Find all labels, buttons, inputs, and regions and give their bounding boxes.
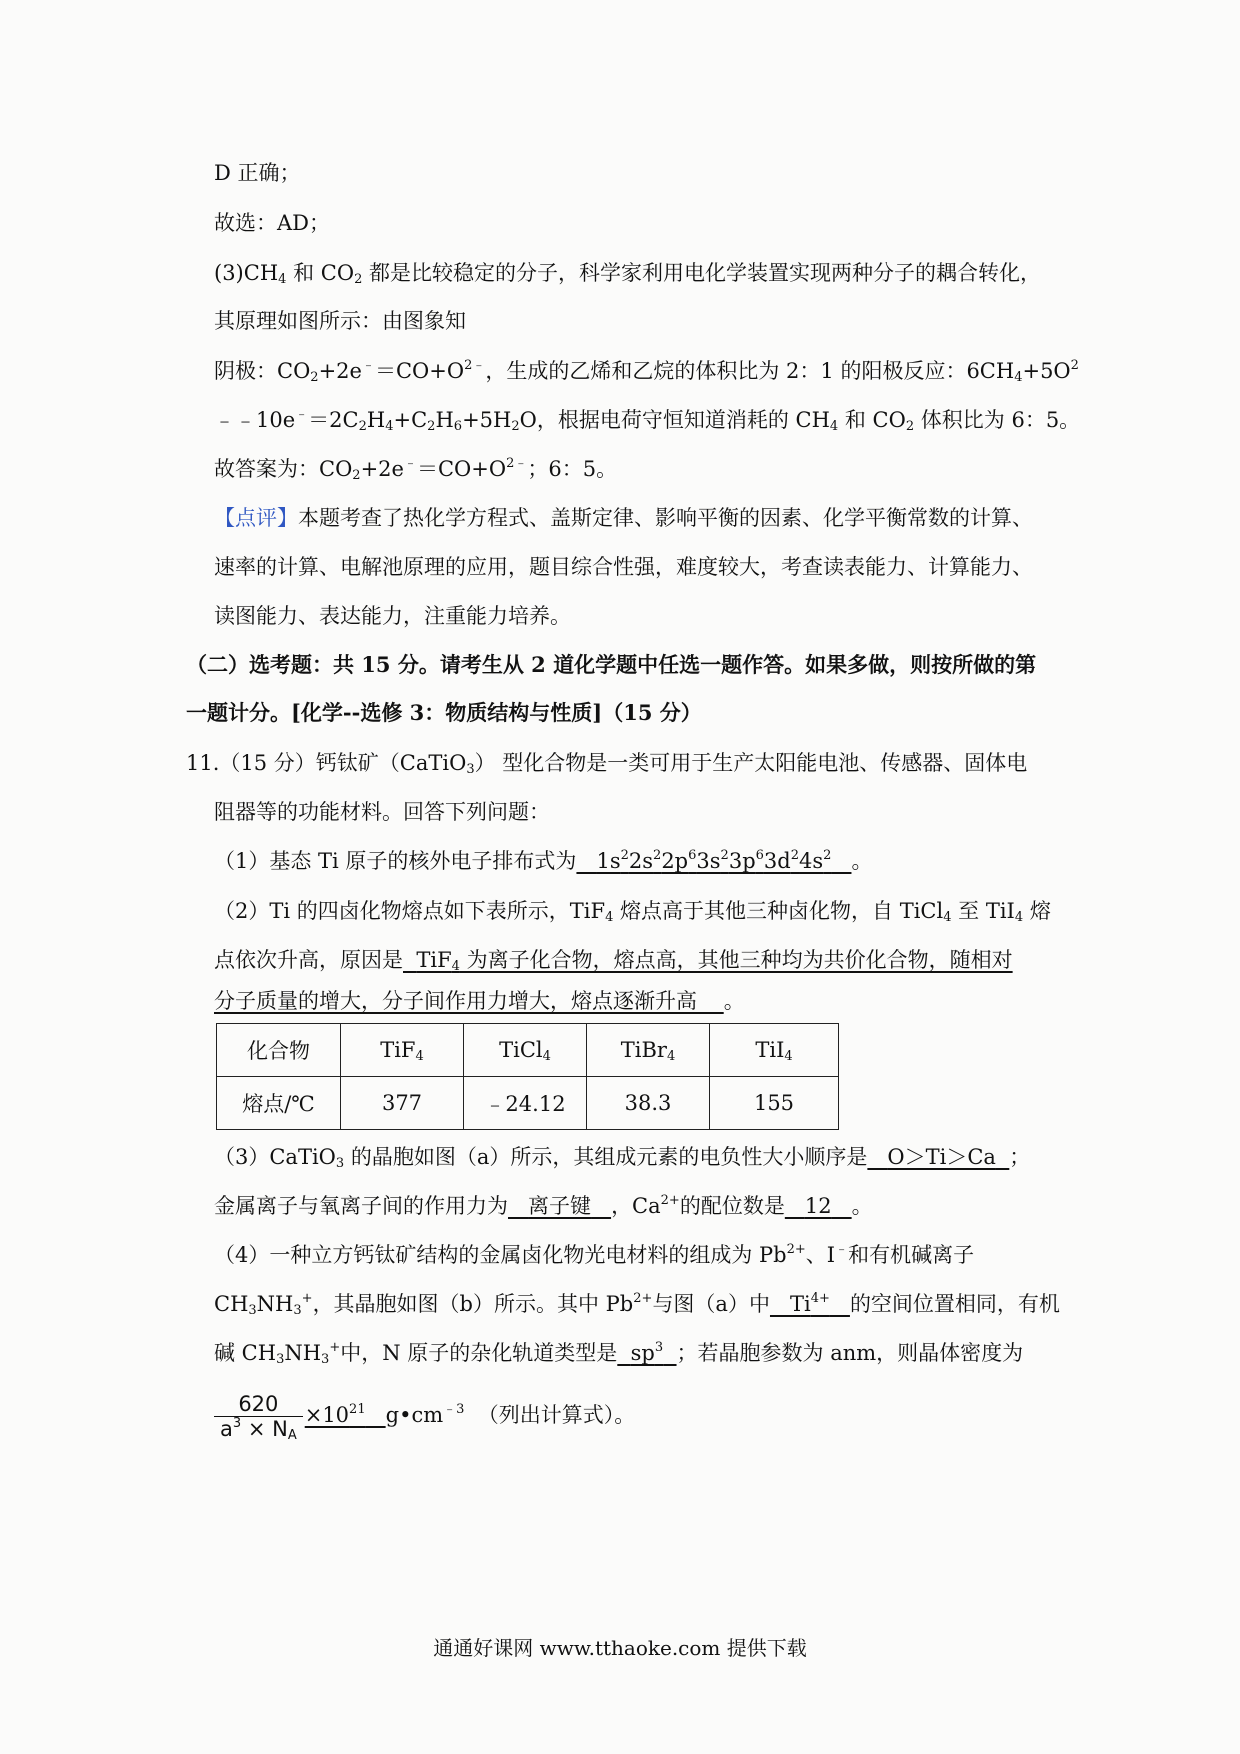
answer-blank: 离子键 — [528, 1194, 592, 1218]
text-line: 其原理如图所示：由图象知 — [214, 309, 466, 333]
table-row — [217, 1024, 839, 1077]
sub-question-4: （4）一种立方钙钛矿结构的金属卤化物光电材料的组成为 $Pb^{2+}$、I﹣和有机碱离子 — [214, 1242, 975, 1267]
table-cell: 377 — [341, 1077, 464, 1130]
answer-blank: $sp^3$ — [630, 1340, 664, 1365]
table-cell: 熔点/℃ — [217, 1077, 341, 1130]
text-line: 点依次升高，原因是 TiF$_4$ 为离子化合物，熔点高，其他三种均为共价化合物，随相对 — [214, 948, 1013, 974]
answer-blank: TiF$_4$ 为离子化合物，熔点高，其他三种均为共价化合物，随相对 — [416, 948, 1013, 974]
table-header-cell: TiF$_4$ — [341, 1024, 464, 1077]
page-footer: 通通好课网 www.tthaoke.com 提供下载 — [433, 1636, 807, 1660]
density-fraction: $\frac{620}{a^3 \times N_A}$ — [214, 1392, 303, 1441]
answer-blank: O＞Ti＞Ca — [887, 1145, 996, 1169]
question-11: 11.（15 分）钙钛矿（CaTiO$_3$） 型化合物是一类可用于生产太阳能电池、传感器、固体电 — [186, 751, 1028, 777]
section-heading: （二）选考题：共 15 分。请考生从 2 道化学题中任选一题作答。如果多做，则按所做的第 — [186, 652, 1037, 677]
table-header-cell: 化合物 — [217, 1024, 341, 1077]
table-cell: ﹣24.12 — [464, 1077, 587, 1130]
table-cell: 155 — [710, 1077, 839, 1130]
comment-line: 【点评】本题考查了热化学方程式、盖斯定律、影响平衡的因素、化学平衡常数的计算、 — [214, 506, 1033, 530]
text-line: 金属离子与氧离子间的作用力为 离子键 ，$Ca^{2+}$的配位数是 12 。 — [214, 1193, 873, 1218]
table-header-cell: TiI$_4$ — [710, 1024, 839, 1077]
table-row — [217, 1077, 839, 1130]
text-line: 故答案为：$CO_2+2e^﹣=CO+O^{2﹣}$；6：5。 — [214, 456, 618, 483]
table-cell: 38.3 — [587, 1077, 710, 1130]
text-line: $(3)CH_4$ 和 $CO_2$ 都是比较稳定的分子，科学家利用电化学装置实现两种分子的耦合转化， — [214, 261, 1042, 287]
text-line: 碱 $CH_3NH_3^+$中，N 原子的杂化轨道类型是 $sp^3$ ；若晶胞参数为 anm，则晶体密度为 — [214, 1340, 1024, 1367]
text-line: 分子质量的增大，分子间作用力增大，熔点逐渐升高 。 — [214, 989, 745, 1013]
text-line: 阻器等的功能材料。回答下列问题： — [214, 800, 550, 824]
answer-blank: $Ti^{4+}$ — [790, 1291, 830, 1316]
table-header-cell: TiBr$_4$ — [587, 1024, 710, 1077]
melting-point-table — [216, 1023, 839, 1130]
text-line: 读图能力、表达能力，注重能力培养。 — [214, 604, 571, 628]
sub-question-1: （1）基态 Ti 原子的核外电子排布式为 $1s^22s^22p^63s^23p^63d^24s^2$ 。 — [214, 848, 873, 873]
text-line: 阴极：$CO_2+2e^﹣=CO+O^{2﹣}$，生成的乙烯和乙烷的体积比为 2：1 的阳极反应：$6CH_4+5O^2$ — [214, 358, 1079, 385]
comment-tag: 【点评】 — [214, 506, 298, 530]
text-line: D 正确； — [214, 161, 301, 185]
text-line: 故选：AD； — [214, 211, 331, 235]
text-line: $CH_3NH_3^+$，其晶胞如图（b）所示。其中 $Pb^{2+}$与图（a）中 $Ti^{4+}$ 的空间位置相同，有机 — [214, 1291, 1060, 1318]
density-formula-line: $\frac{620}{a^3 \times N_A}$ $\times 10^{21}$ $g•cm^{﹣3}$ （列出计算式）。 — [214, 1392, 635, 1441]
table-header-cell: TiCl$_4$ — [464, 1024, 587, 1077]
text-line: 速率的计算、电解池原理的应用，题目综合性强，难度较大，考查读表能力、计算能力、 — [214, 555, 1033, 579]
sub-question-2: （2）Ti 的四卤化物熔点如下表所示，TiF$_4$ 熔点高于其他三种卤化物，自 TiCl$_4$ 至 TiI$_4$ 熔 — [214, 899, 1051, 925]
text-line: $﹣﹣10e^﹣=2C_2H_4+C_2H_6+5H_2O$，根据电荷守恒知道消耗的 $CH_4$ 和 $CO_2$ 体积比为 6：5。 — [214, 407, 1081, 434]
section-heading: 一题计分。[化学--选修 3：物质结构与性质]（15 分） — [186, 700, 702, 725]
answer-blank: $\frac{620}{a^3 \times N_A}$ $\times 10^{21}$ — [214, 1403, 386, 1427]
sub-question-3: （3）CaTiO$_3$ 的晶胞如图（a）所示，其组成元素的电负性大小顺序是 O＞Ti＞Ca ； — [214, 1145, 1031, 1171]
answer-blank: $1s^22s^22p^63s^23p^63d^24s^2$ — [596, 848, 832, 873]
answer-blank: 12 — [804, 1194, 832, 1218]
answer-blank: 分子质量的增大，分子间作用力增大，熔点逐渐升高 — [214, 989, 697, 1013]
